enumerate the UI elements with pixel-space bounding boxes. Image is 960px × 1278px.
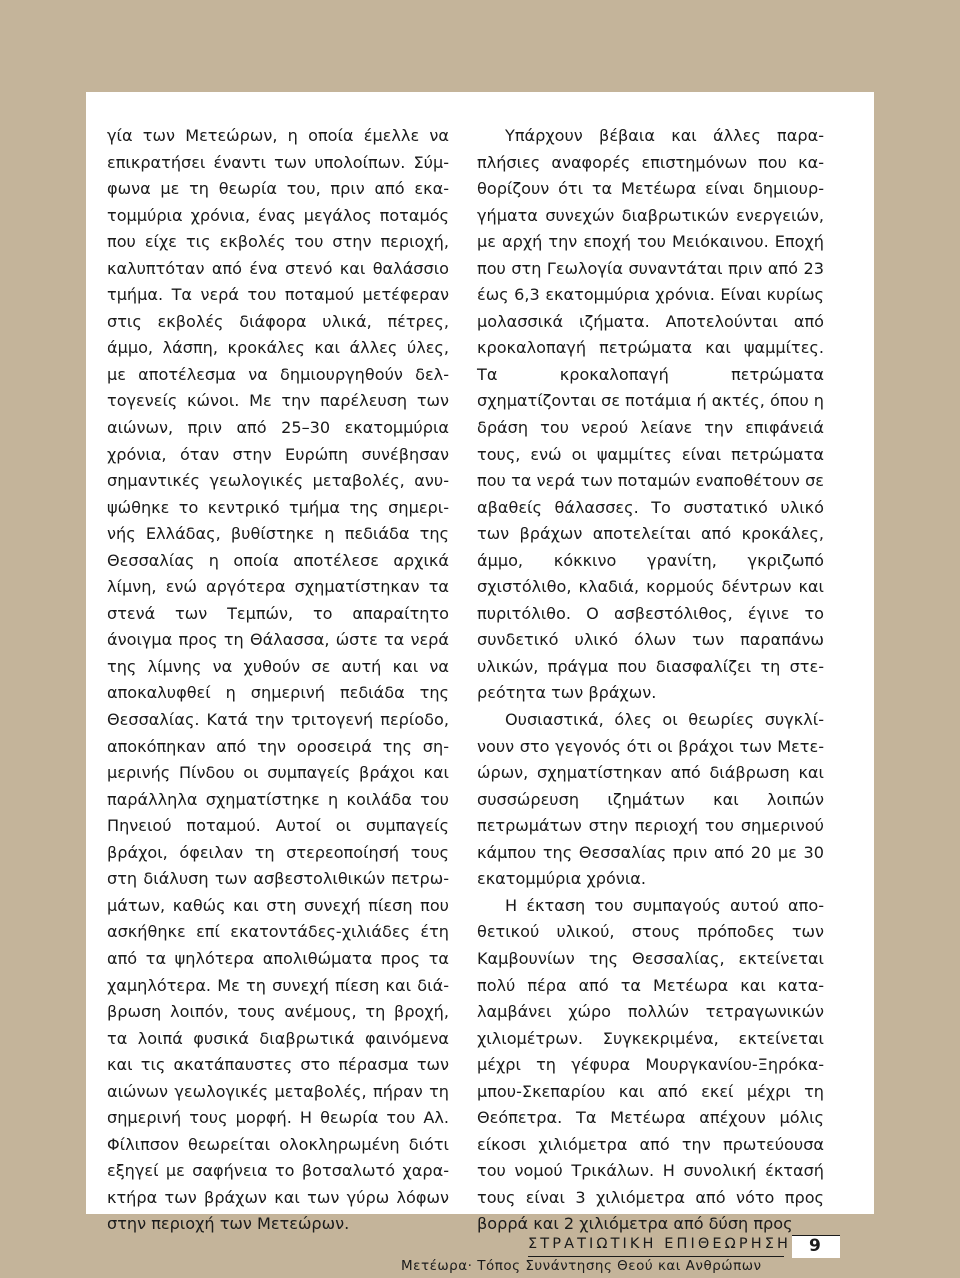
- article-subtitle: Μετέωρα· Τόπος Συνάντησης Θεού και Ανθρώπων: [401, 1258, 762, 1274]
- paragraph: Υπάρχουν βέβαια και άλλες παραπλήσιες αναφορές επιστημόνων που καθορίζουν ότι τα Μετέωρα είναι δημιουργήματα συνεχών διαβρωτικών ενεργειών, με αρχή την εποχή του Μειόκαινου. Εποχή που στη Γεωλογία συναντάται πριν από 23 έως 6,3 εκατομμύρια χρόνια. Είναι κυρίως μολασσικά ιζήματα. Αποτελούνται από κροκαλοπαγή πετρώματα και ψαμμίτες. Τα κροκαλοπαγή πετρώματα σχηματίζονται σε ποτάμια ή ακτές, όπου η δράση του νερού λείανε την επιφάνειά τους, ενώ οι ψαμμίτες είναι πετρώματα που τα νερά των ποταμών εναποθέτουν σε αβαθείς θάλασσες. Το συστατικό υλικό των βράχων αποτελείται από κροκάλες, άμμο, κόκκινο γρανίτη, γκριζωπό σχιστόλιθο, κλαδιά, κορμούς δέντρων και πυριτόλιθο. Ο ασβεστόλιθος, έγινε το συνδετικό υλικό όλων των παραπάνω υλικών, πράγμα που διασφαλίζει τη στερεότητα των βράχων.: [477, 126, 824, 703]
- article-right-column: [477, 123, 824, 1238]
- magazine-title: ΣΤΡΑΤΙΩΤΙΚΗ ΕΠΙΘΕΩΡΗΣΗ: [528, 1236, 791, 1252]
- footer-divider: [528, 1256, 784, 1257]
- page-number: 9: [809, 1236, 821, 1256]
- paragraph: Ουσιαστικά, όλες οι θεωρίες συγκλίνουν στο γεγονός ότι οι βράχοι των Μετεώρων, σχηματίστηκαν από διάβρωση και συσσώρευση ιζημάτων και λοιπών πετρωμάτων στην περιοχή του σημερινού κάμπου της Θεσσαλίας πριν από 20 με 30 εκατομμύρια χρόνια.: [477, 710, 824, 889]
- paragraph: γία των Μετεώρων, η οποία έμελλε να επικρατήσει έναντι των υπολοίπων. Σύμφωνα με τη θεωρία του, πριν από εκατομμύρια χρόνια, ένας μεγάλος ποταμός που είχε τις εκβολές του στην περιοχή, καλυπτόταν από ένα στενό και θαλάσσιο τμήμα. Τα νερά του ποταμού μετέφεραν στις εκβολές διάφορα υλικά, πέτρες, άμμο, λάσπη, κροκάλες και άλλες ύλες, με αποτέλεσμα να δημιουργηθούν δελτογενείς κώνοι. Με την παρέλευση των αιώνων, πριν από 25–30 εκατομμύρια χρόνια, όταν στην Ευρώπη συνέβησαν σημαντικές γεωλογικές μεταβολές, ανυψώθηκε το κεντρικό τμήμα της σημερινής Ελλάδας, βυθίστηκε η πεδιάδα της Θεσσαλίας η οποία αποτέλεσε αρχικά λίμνη, ενώ αργότερα σχηματίστηκαν τα στενά των Τεμπών, το απαραίτητο άνοιγμα προς τη Θάλασσα, ώστε τα νερά της λίμνης να χυθούν σε αυτή και να αποκαλυφθεί η σημερινή πεδιάδα της Θεσσαλίας. Κατά την τριτογενή περίοδο, αποκόπηκαν από την οροσειρά της σημερινής Πίνδου οι συμπαγείς βράχοι και παράλληλα σχηματίστηκε η κοιλάδα του Πηνειού ποταμού. Αυτοί οι συμπαγείς βράχοι, όφειλαν τη στερεοποίησή τους στη διάλυση των ασβεστολιθικών πετρωμάτων, καθώς και στη συνεχή πίεση που ασκήθηκε επί εκατοντάδες-χιλιάδες έτη από τα ψηλότερα απολιθώματα προς τα χαμηλότερα. Με τη συνεχή πίεση και διάβρωση λοιπόν, τους ανέμους, τη βροχή, τα λοιπά φυσικά διαβρωτικά φαινόμενα και τις ακατάπαυστες στο πέρασμα των αιώνων γεωλογικές μεταβολές, πήραν τη σημερινή τους μορφή. Η θεωρία του Αλ. Φίλιπσον θεωρείται ολοκληρωμένη διότι εξηγεί με σαφήνεια το βοτσαλωτό χαρακτήρα των βράχων και των γύρω λόφων στην περιοχή των Μετεώρων.: [107, 126, 449, 1234]
- article-left-column: [107, 123, 449, 1238]
- paragraph: Η έκταση του συμπαγούς αυτού αποθετικού υλικού, στους πρόποδες των Καμβουνίων της Θεσσαλίας, εκτείνεται πολύ πέρα από τα Μετέωρα και καταλαμβάνει χώρο πολλών τετραγωνικών χιλιομέτρων. Συγκεκριμένα, εκτείνεται μέχρι τη γέφυρα Μουργκανίου-Ξηρόκαμπου-Σκεπαρίου και από εκεί μέχρι τη Θεόπετρα. Τα Μετέωρα απέχουν μόλις είκοσι χιλιόμετρα από την πρωτεύουσα του νομού Τρικάλων. Η συνολική έκτασή τους είναι 3 χιλιόμετρα από νότο προς βορρά και 2 χιλιόμετρα από δύση προς: [477, 895, 824, 1234]
